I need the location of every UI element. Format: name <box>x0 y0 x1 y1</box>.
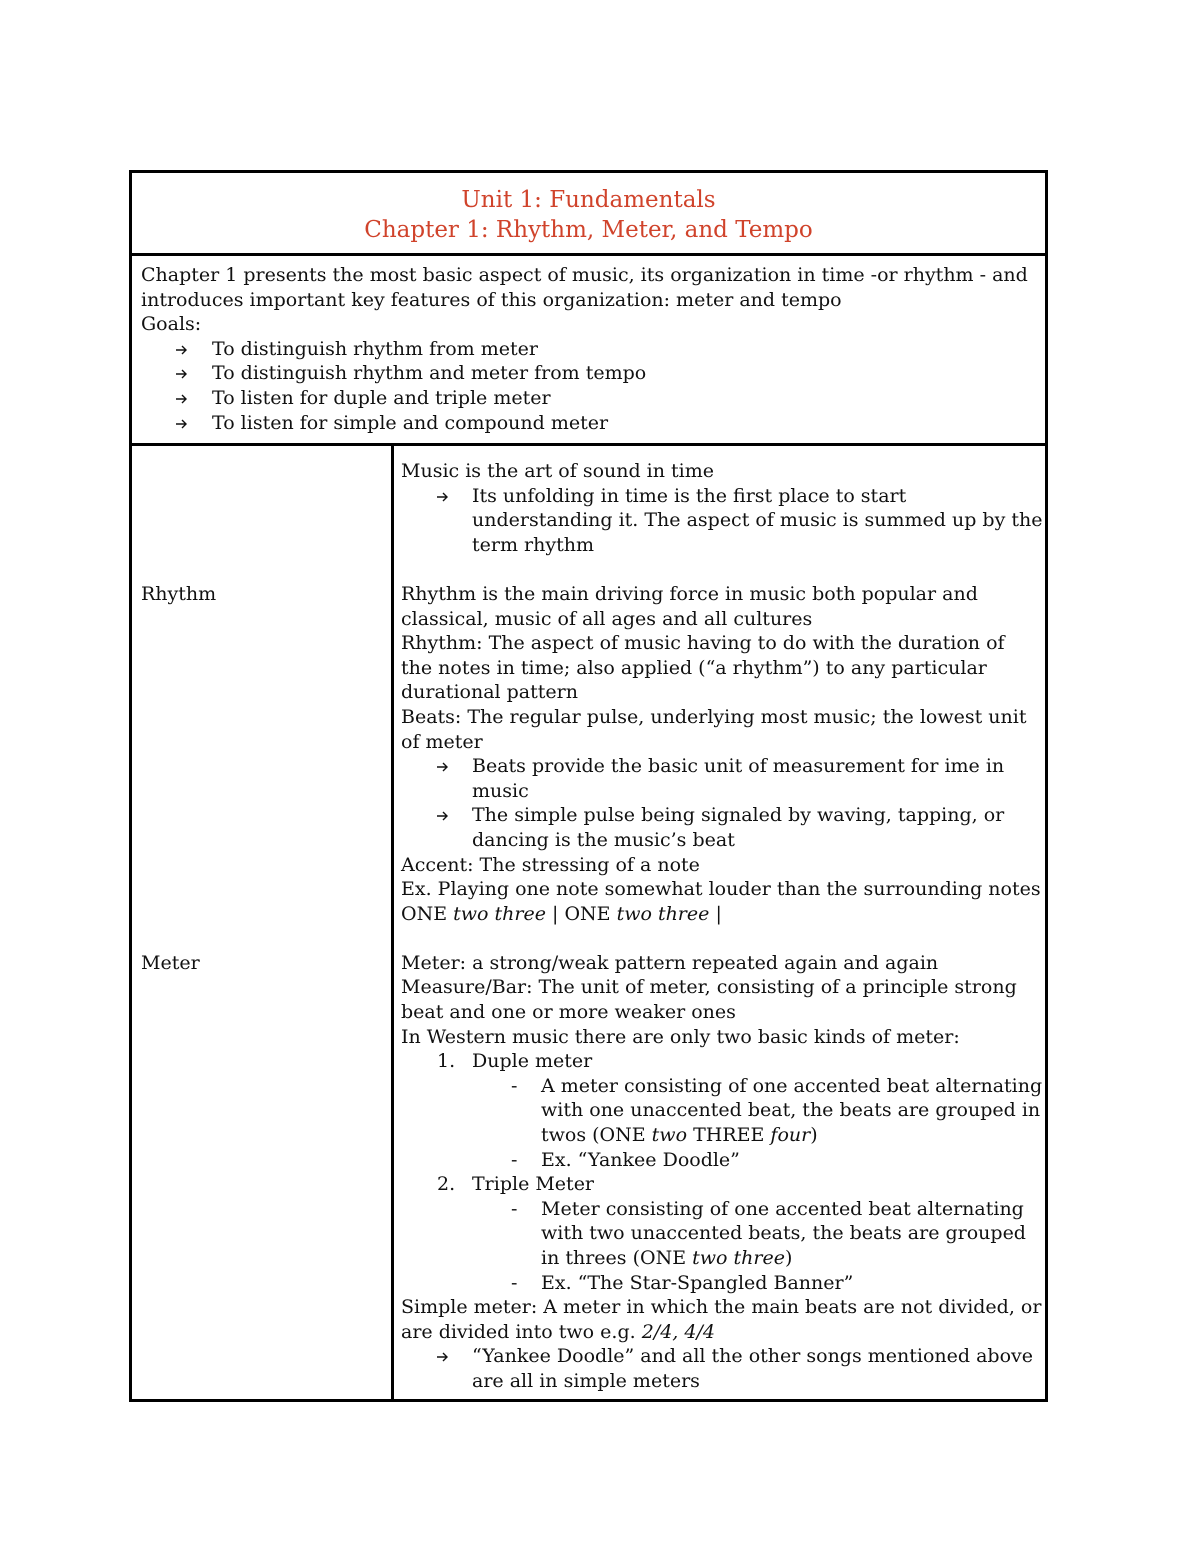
intro-line-2: introduces important key features of this organization: meter and tempo <box>141 288 842 311</box>
dash-item: - Ex. “Yankee Doodle” <box>511 1148 740 1171</box>
goal-item: To distinguish rhythm and meter from tempo <box>141 361 1045 386</box>
notes-table <box>129 170 1048 1402</box>
bullet-continuation: dancing is the music’s beat <box>472 828 735 851</box>
note-line: are divided into two e.g. 2/4, 4/4 <box>401 1320 715 1343</box>
right-arrow-icon <box>176 337 188 362</box>
note-line: durational pattern <box>401 681 578 704</box>
accent-example: ONE two three | ONE two three | <box>401 902 722 925</box>
numbered-item: 2. Triple Meter <box>437 1173 595 1196</box>
dash-continuation: in threes (ONE two three) <box>541 1247 793 1269</box>
note-line: classical, music of all ages and all cultures <box>401 607 813 630</box>
dash-continuation: with one unaccented beat, the beats are grouped in <box>541 1099 1041 1122</box>
goal-item: To listen for simple and compound meter <box>141 411 1045 436</box>
note-line: Accent: The stressing of a note <box>401 853 700 876</box>
right-arrow-icon <box>176 411 188 436</box>
note-line: Rhythm is the main driving force in music both popular and <box>401 582 978 605</box>
spacer <box>401 557 1045 582</box>
dash-continuation: with two unaccented beats, the beats are grouped <box>541 1222 1026 1245</box>
right-arrow-icon <box>437 754 449 779</box>
chapter-title: Chapter 1: Rhythm, Meter, and Tempo <box>364 217 813 243</box>
bullet-item: Its unfolding in time is the first place to start <box>401 484 1045 509</box>
right-arrow-icon <box>437 803 449 828</box>
goals-label: Goals: <box>141 313 202 336</box>
intro-line-1: Chapter 1 presents the most basic aspect of music, its organization in time -or rhythm - and <box>141 264 1028 286</box>
note-line: the notes in time; also applied (“a rhythm”) to any particular <box>401 656 987 679</box>
term-meter: Meter <box>141 952 200 974</box>
bullet-item: The simple pulse being signaled by waving, tapping, or <box>401 803 1045 828</box>
dash-item: - Meter consisting of one accented beat alternating <box>511 1197 1024 1220</box>
note-line: Ex. Playing one note somewhat louder than the surrounding notes <box>401 878 1041 901</box>
note-line: Meter: a strong/weak pattern repeated again and again <box>401 951 939 974</box>
note-line: Music is the art of sound in time <box>401 460 715 482</box>
dash-item: - Ex. “The Star-Spangled Banner” <box>511 1271 854 1294</box>
notes-column <box>394 446 1045 1399</box>
note-line: In Western music there are only two basic kinds of meter: <box>401 1025 960 1048</box>
bullet-continuation: music <box>472 779 529 802</box>
note-line: beat and one or more weaker ones <box>401 1001 736 1024</box>
right-arrow-icon <box>437 484 449 509</box>
bullet-continuation: are all in simple meters <box>472 1369 700 1392</box>
title-cell <box>132 173 1045 256</box>
intro-cell <box>132 253 1045 446</box>
right-arrow-icon <box>437 1344 449 1369</box>
dash-continuation: twos (ONE two THREE four) <box>541 1124 818 1147</box>
note-line: Simple meter: A meter in which the main beats are not divided, or <box>401 1296 1042 1319</box>
bullet-continuation: understanding it. The aspect of music is summed up by the <box>472 509 1043 532</box>
note-line: Measure/Bar: The unit of meter, consisting of a principle strong <box>401 976 1017 999</box>
goal-item: To listen for duple and triple meter <box>141 386 1045 411</box>
term-rhythm: Rhythm <box>141 583 217 605</box>
note-line: Rhythm: The aspect of music having to do with the duration of <box>401 632 1005 655</box>
bullet-continuation: term rhythm <box>472 533 594 556</box>
numbered-item: 1. Duple meter <box>437 1050 593 1073</box>
right-arrow-icon <box>176 386 188 411</box>
dash-item: - A meter consisting of one accented beat alternating <box>511 1074 1043 1097</box>
term-column <box>132 446 394 1399</box>
unit-title: Unit 1: Fundamentals <box>461 187 716 213</box>
note-line: of meter <box>401 730 483 753</box>
right-arrow-icon <box>176 361 188 386</box>
note-line: Beats: The regular pulse, underlying most music; the lowest unit <box>401 705 1027 728</box>
spacer <box>401 926 1045 951</box>
goal-item: To distinguish rhythm from meter <box>141 337 1045 362</box>
bullet-item: Beats provide the basic unit of measurement for ime in <box>401 754 1045 779</box>
bullet-item: “Yankee Doodle” and all the other songs mentioned above <box>401 1344 1045 1369</box>
